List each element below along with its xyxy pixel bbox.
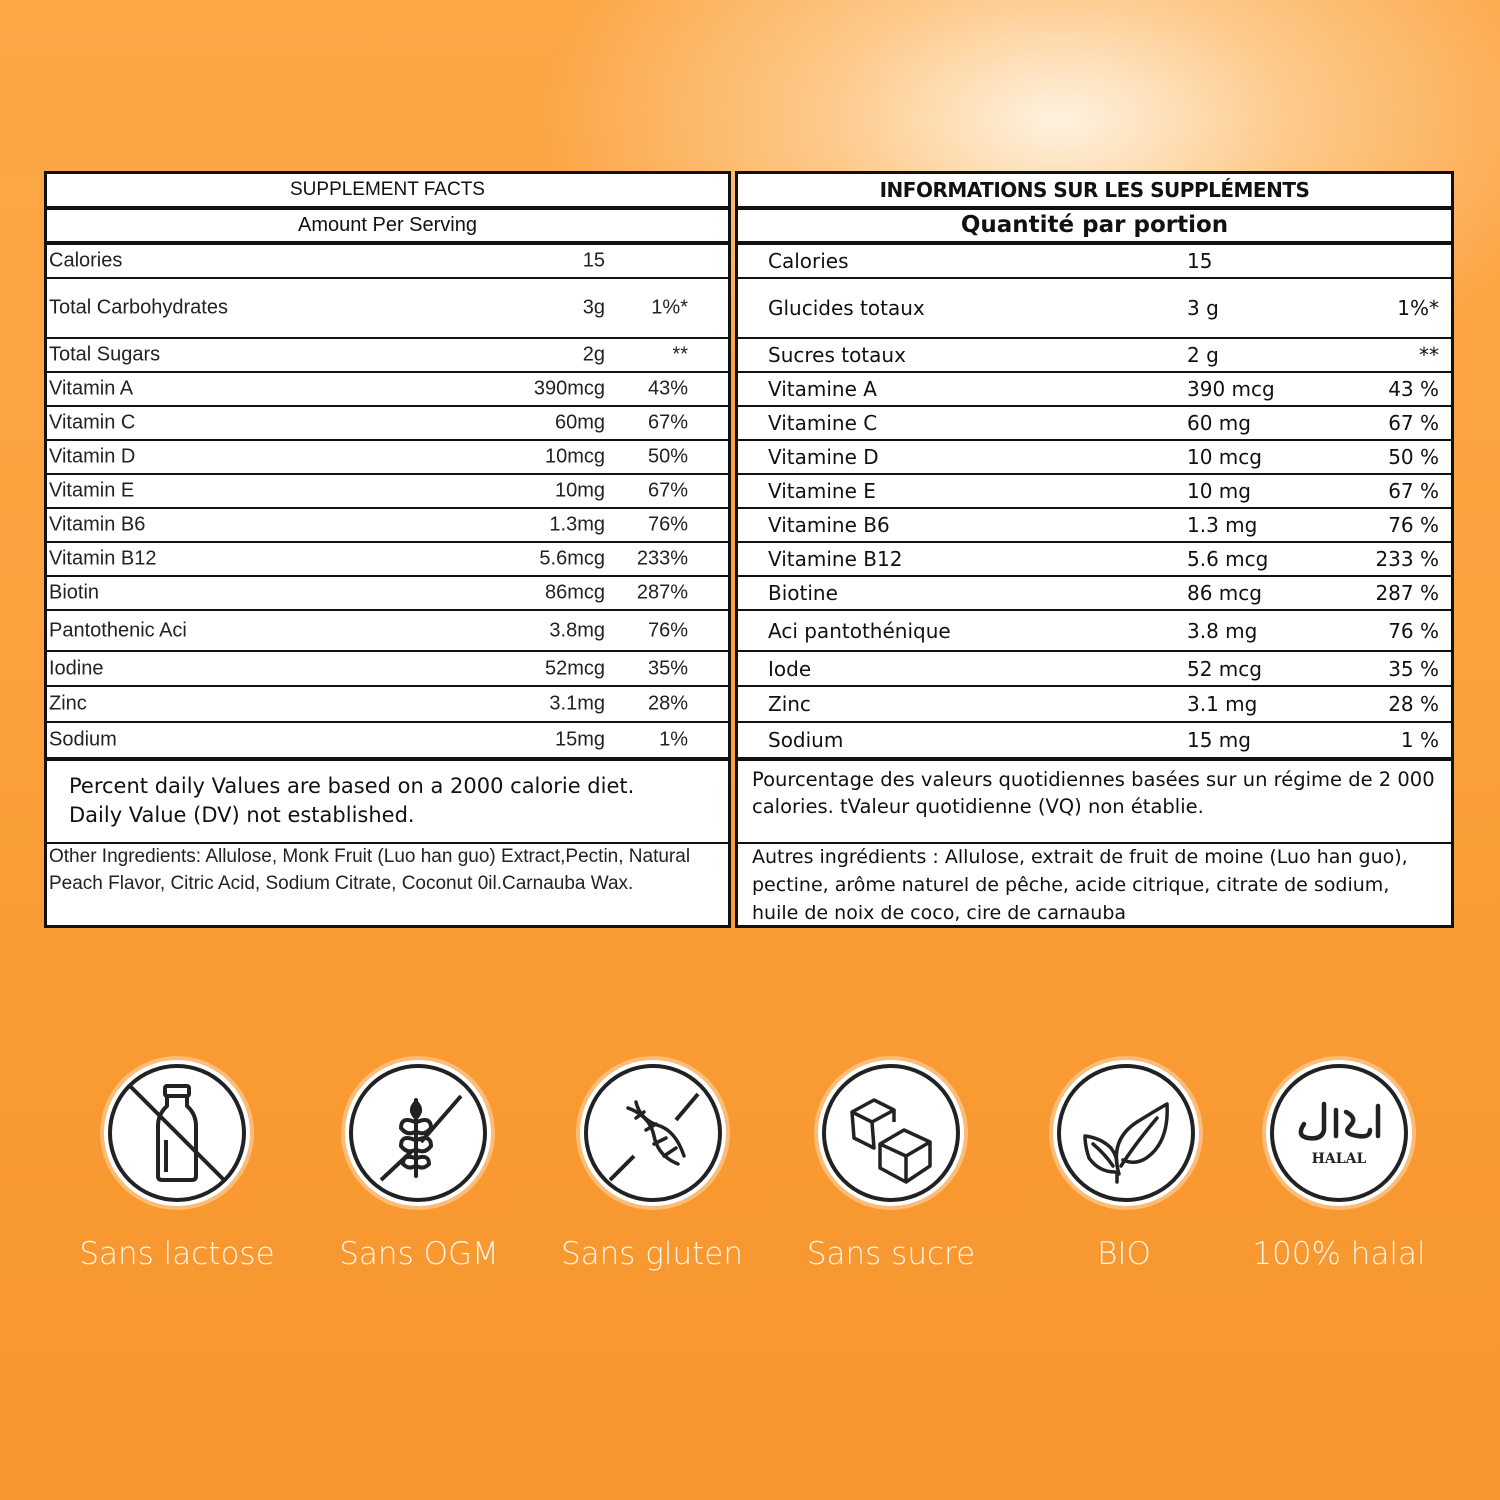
nutrient-name: Vitamin A bbox=[49, 377, 134, 400]
note-text: Pourcentage des valeurs quotidiennes basées sur un régime de 2 000 calories. tValeur quotidienne (VQ) non établie. bbox=[752, 768, 1435, 818]
nutrient-amount: 3.8mg bbox=[549, 619, 605, 641]
nutrient-row bbox=[47, 652, 728, 687]
nutrient-row bbox=[738, 687, 1451, 723]
nutrient-daily-value: 1%* bbox=[1397, 296, 1439, 320]
nutrient-amount: 5.6 mcg bbox=[1187, 547, 1269, 571]
badge-halal bbox=[1266, 1060, 1412, 1206]
nutrient-daily-value: 233% bbox=[636, 547, 688, 570]
supplement-facts-panel-french bbox=[735, 171, 1454, 928]
badge-organic bbox=[1053, 1060, 1199, 1206]
nutrient-name: Calories bbox=[49, 249, 123, 272]
nutrient-daily-value: 76% bbox=[647, 619, 688, 641]
nutrient-name: Sucres totaux bbox=[768, 343, 906, 367]
nutrient-daily-value: 50 % bbox=[1388, 445, 1439, 469]
nutrient-daily-value: 67% bbox=[647, 479, 688, 502]
other-ingredients: Other Ingredients: Allulose, Monk Fruit (Luo han guo) Extract,Pectin, Natural Peach Flavor, Citric Acid, Sodium Citrate, Coconut 0il.Carnauba Wax. bbox=[49, 846, 691, 894]
nutrient-daily-value: 50% bbox=[647, 445, 688, 468]
nutrient-daily-value: 43 % bbox=[1388, 377, 1439, 401]
nutrient-name: Vitamin C bbox=[49, 411, 136, 434]
nutrient-row bbox=[47, 407, 728, 441]
nutrient-amount: 3.1 mg bbox=[1187, 692, 1258, 716]
nutrient-row bbox=[47, 475, 728, 509]
nutrient-row bbox=[47, 611, 728, 652]
nutrient-daily-value: ** bbox=[1419, 343, 1439, 367]
nutrient-name: Total Sugars bbox=[49, 343, 161, 366]
note-line-1: Percent daily Values are based on a 2000 calorie diet. bbox=[69, 774, 635, 798]
nutrient-name: Vitamine E bbox=[768, 479, 876, 503]
daily-value-note bbox=[738, 758, 1451, 844]
nutrient-amount: 3.1mg bbox=[549, 692, 605, 715]
daily-value-note bbox=[47, 758, 728, 844]
nutrient-daily-value: 35% bbox=[647, 657, 688, 679]
nutrient-daily-value: 287% bbox=[636, 581, 688, 604]
nutrient-row bbox=[738, 509, 1451, 543]
nutrient-table bbox=[738, 245, 1451, 761]
nutrient-amount: 15 bbox=[1187, 249, 1213, 273]
nutrient-name: Zinc bbox=[768, 692, 811, 716]
nutrient-row bbox=[47, 723, 728, 761]
nutrient-name: Vitamin B6 bbox=[49, 513, 146, 536]
nutrient-name: Vitamine B12 bbox=[768, 547, 903, 571]
nutrient-amount: 15 mg bbox=[1187, 728, 1251, 752]
nutrient-row bbox=[738, 339, 1451, 373]
halal-icon bbox=[1266, 1060, 1412, 1206]
nutrient-daily-value: 233 % bbox=[1375, 547, 1439, 571]
nutrient-row bbox=[738, 723, 1451, 761]
badge-label: BIO bbox=[1097, 1236, 1151, 1272]
nutrient-name: Vitamin D bbox=[49, 445, 136, 468]
nutrient-amount: 10 mcg bbox=[1187, 445, 1262, 469]
nutrient-amount: 390mcg bbox=[533, 377, 605, 400]
nutrient-name: Sodium bbox=[49, 728, 117, 751]
nutrient-name: Zinc bbox=[49, 692, 87, 715]
nutrient-amount: 60 mg bbox=[1187, 411, 1251, 435]
badge-label: 100% halal bbox=[1252, 1236, 1426, 1272]
nutrient-name: Vitamine C bbox=[768, 411, 878, 435]
nutrient-row bbox=[738, 245, 1451, 279]
badge-label: Sans OGM bbox=[339, 1236, 499, 1272]
nutrient-row bbox=[47, 279, 728, 339]
no-wheat-icon bbox=[345, 1060, 491, 1206]
badge-label: Sans gluten bbox=[560, 1236, 744, 1272]
badge-sugar-free bbox=[818, 1060, 964, 1206]
nutrient-amount: 390 mcg bbox=[1187, 377, 1275, 401]
nutrient-name: Iodine bbox=[49, 657, 104, 679]
nutrient-daily-value: 35 % bbox=[1388, 656, 1439, 681]
no-milk-bottle-icon bbox=[104, 1060, 250, 1206]
nutrient-name: Total Carbohydrates bbox=[49, 296, 228, 319]
nutrient-name: Sodium bbox=[768, 728, 844, 752]
nutrient-amount: 60mg bbox=[554, 411, 605, 434]
nutrient-row bbox=[47, 441, 728, 475]
nutrient-row bbox=[738, 652, 1451, 687]
other-ingredients: Autres ingrédients : Allulose, extrait de fruit de moine (Luo han guo), pectine, arôme naturel de pêche, acide citrique, citrate de sodium, huile de noix de coco, cire de carnauba bbox=[752, 846, 1408, 924]
nutrient-daily-value: 76 % bbox=[1388, 618, 1439, 643]
nutrient-row bbox=[738, 543, 1451, 577]
nutrient-name: Vitamine D bbox=[768, 445, 879, 469]
nutrient-amount: 10mcg bbox=[544, 445, 605, 468]
nutrient-daily-value: 67 % bbox=[1388, 411, 1439, 435]
nutrient-amount: 3.8 mg bbox=[1187, 618, 1258, 643]
nutrient-name: Pantothenic Aci bbox=[49, 619, 187, 641]
nutrient-amount: 5.6mcg bbox=[539, 547, 605, 570]
no-dna-icon bbox=[580, 1060, 726, 1206]
nutrient-amount: 3g bbox=[582, 296, 605, 319]
nutrient-name: Biotin bbox=[49, 581, 100, 604]
nutrient-row bbox=[47, 339, 728, 373]
nutrient-amount: 86mcg bbox=[544, 581, 605, 604]
nutrient-name: Iode bbox=[768, 656, 812, 681]
badge-gluten-free bbox=[580, 1060, 726, 1206]
nutrient-amount: 52 mcg bbox=[1187, 656, 1262, 681]
nutrient-row bbox=[738, 577, 1451, 611]
sugar-cubes-icon bbox=[818, 1060, 964, 1206]
nutrient-amount: 15 bbox=[582, 249, 605, 272]
nutrient-row bbox=[738, 373, 1451, 407]
nutrient-row bbox=[738, 279, 1451, 339]
nutrient-name: Aci pantothénique bbox=[768, 618, 951, 643]
nutrient-amount: 10mg bbox=[554, 479, 605, 502]
nutrient-row bbox=[738, 407, 1451, 441]
nutrient-amount: 15mg bbox=[554, 728, 605, 751]
nutrient-daily-value: 1 % bbox=[1400, 728, 1439, 752]
nutrient-name: Vitamin B12 bbox=[49, 547, 157, 570]
nutrient-row bbox=[47, 577, 728, 611]
nutrient-amount: 2 g bbox=[1187, 343, 1219, 367]
nutrient-amount: 1.3mg bbox=[549, 513, 605, 536]
nutrient-row bbox=[738, 475, 1451, 509]
badge-lactose-free bbox=[104, 1060, 250, 1206]
nutrient-name: Glucides totaux bbox=[768, 296, 925, 320]
nutrient-amount: 52mcg bbox=[544, 657, 605, 679]
nutrient-daily-value: 76 % bbox=[1388, 513, 1439, 537]
nutrient-amount: 1.3 mg bbox=[1187, 513, 1258, 537]
nutrient-name: Calories bbox=[768, 249, 849, 273]
nutrient-daily-value: 76% bbox=[647, 513, 688, 536]
panel-title: INFORMATIONS SUR LES SUPPLÉMENTS bbox=[738, 174, 1451, 210]
note-line-2: Daily Value (DV) not established. bbox=[69, 803, 415, 827]
nutrient-name: Vitamine A bbox=[768, 377, 877, 401]
supplement-facts-panel-english bbox=[44, 171, 731, 928]
badge-gmo-free bbox=[345, 1060, 491, 1206]
nutrient-row bbox=[47, 245, 728, 279]
nutrient-daily-value: 43% bbox=[647, 377, 688, 400]
nutrient-row bbox=[47, 543, 728, 577]
leaf-icon bbox=[1053, 1060, 1199, 1206]
nutrient-row bbox=[47, 687, 728, 723]
nutrient-name: Vitamine B6 bbox=[768, 513, 890, 537]
nutrient-row bbox=[47, 373, 728, 407]
panel-subtitle: Quantité par portion bbox=[738, 210, 1451, 245]
nutrient-row bbox=[738, 611, 1451, 652]
nutrient-daily-value: 28 % bbox=[1388, 692, 1439, 716]
nutrient-amount: 86 mcg bbox=[1187, 581, 1262, 605]
nutrient-daily-value: ** bbox=[672, 343, 688, 366]
nutrient-daily-value: 67% bbox=[647, 411, 688, 434]
badge-label: Sans lactose bbox=[79, 1236, 275, 1272]
nutrient-amount: 3 g bbox=[1187, 296, 1219, 320]
badge-label: Sans sucre bbox=[806, 1236, 976, 1272]
halal-text: HALAL bbox=[1311, 1151, 1367, 1167]
nutrient-name: Vitamin E bbox=[49, 479, 135, 502]
nutrient-name: Biotine bbox=[768, 581, 838, 605]
nutrient-daily-value: 1% bbox=[659, 728, 688, 751]
nutrient-amount: 2g bbox=[582, 343, 605, 366]
nutrient-row bbox=[47, 509, 728, 543]
nutrient-daily-value: 287 % bbox=[1375, 581, 1439, 605]
nutrient-table bbox=[47, 245, 728, 761]
nutrient-row bbox=[738, 441, 1451, 475]
nutrient-daily-value: 1%* bbox=[651, 296, 688, 319]
nutrient-daily-value: 67 % bbox=[1388, 479, 1439, 503]
panel-subtitle: Amount Per Serving bbox=[47, 210, 728, 245]
panel-title: SUPPLEMENT FACTS bbox=[47, 174, 728, 210]
nutrient-amount: 10 mg bbox=[1187, 479, 1251, 503]
nutrient-daily-value: 28% bbox=[647, 692, 688, 715]
